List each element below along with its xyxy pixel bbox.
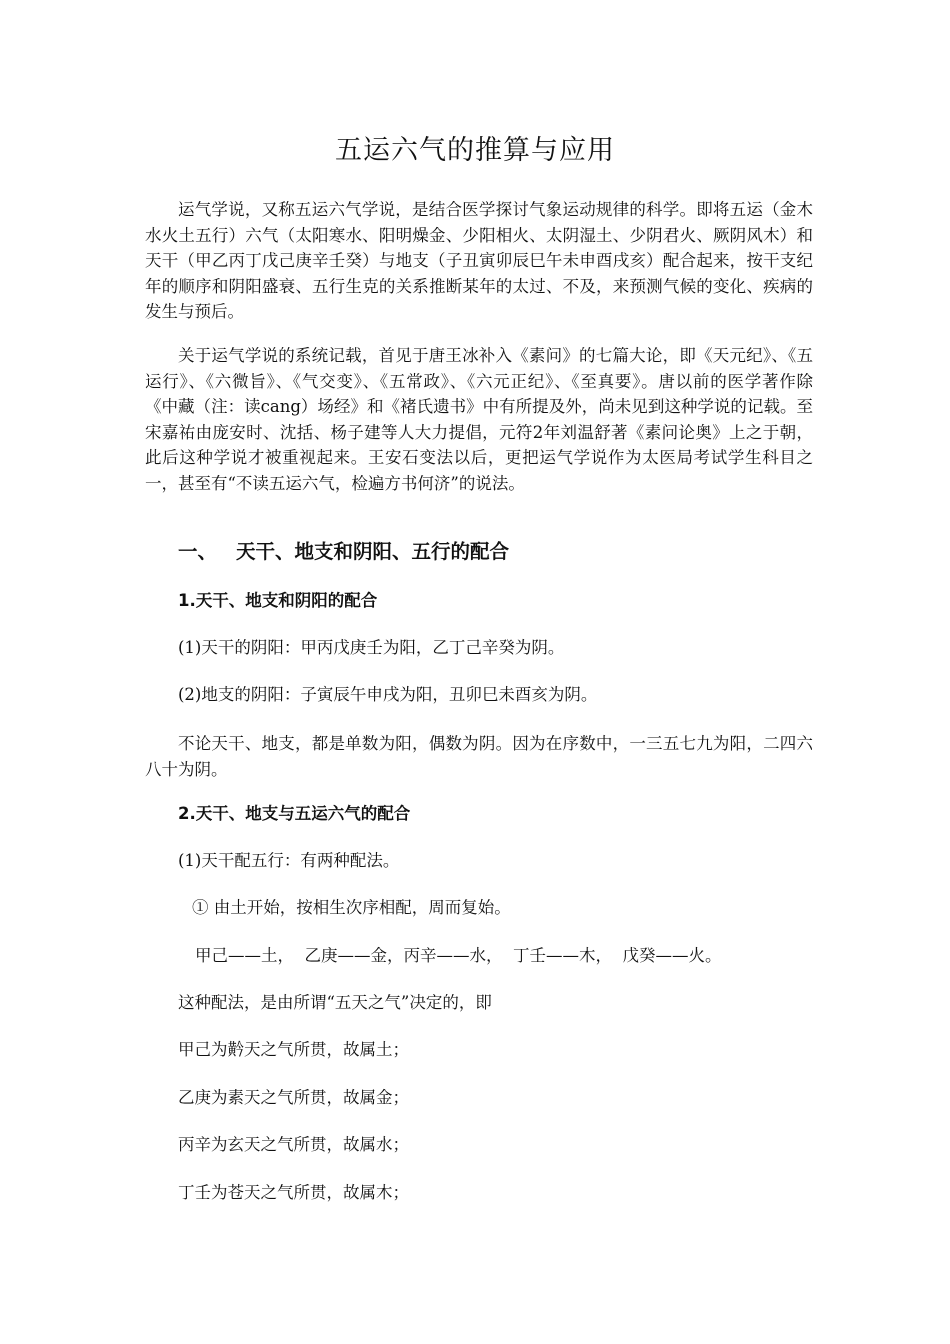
text-line: (2)地支的阴阳：子寅辰午申戌为阳，丑卯巳未酉亥为阴。: [178, 685, 598, 704]
text-line: 甲己——土， 乙庚——金，丙辛——水， 丁壬——木， 戊癸——火。: [195, 946, 722, 965]
text-line: 乙庚为素天之气所贯，故属金；: [178, 1088, 409, 1107]
text-line: (1)天干的阴阳：甲丙戊庚壬为阳，乙丁己辛癸为阴。: [178, 638, 565, 657]
section-heading-1: [178, 538, 509, 566]
subsection-heading-1: 1.天干、地支和阴阳的配合: [178, 591, 378, 610]
intro-paragraph-2: 关于运气学说的系统记载，首见于唐王冰补入《素问》的七篇大论，即《天元纪》、《五运行》、《六微旨》、《气交变》、《五常政》、《六元正纪》、《至真要》。唐以前的医学著作除《中藏（注：读cang）场经》和《褚氏遗书》中有所提及外，尚未见到这种学说的记载。至宋嘉祐由庞安时、沈括、杨子建等人大力提倡，元符2年刘温舒著《素问论奥》上之于朝，此后这种学说才被重视起来。王安石变法以后，更把运气学说作为太医局考试学生科目之一，甚至有“不读五运六气，检遍方书何济”的说法。: [145, 346, 813, 493]
paragraph: 不论天干、地支，都是单数为阳，偶数为阴。因为在序数中，一三五七九为阳，二四六八十为阴。: [145, 734, 813, 779]
text-line: 这种配法，是由所谓“五天之气”决定的，即: [178, 993, 492, 1012]
text-line: 丙辛为玄天之气所贯，故属水；: [178, 1135, 409, 1154]
document-title: 五运六气的推算与应用: [335, 135, 615, 166]
text-line: 甲己为黅天之气所贯，故属土；: [178, 1040, 409, 1059]
section-number: 一、: [178, 540, 218, 563]
section-title: 天干、地支和阴阳、五行的配合: [236, 540, 510, 563]
intro-paragraph-1: 运气学说，又称五运六气学说，是结合医学探讨气象运动规律的科学。即将五运（金木水火土五行）六气（太阳寒水、阳明燥金、少阳相火、太阴湿土、少阴君火、厥阴风木）和天干（甲乙丙丁戊己庚辛壬癸）与地支（子丑寅卯辰巳午未申酉戌亥）配合起来，按干支纪年的顺序和阴阳盛衰、五行生克的关系推断某年的太过、不及，来预测气候的变化、疾病的发生与预后。: [145, 200, 813, 322]
subsection-heading-2: 2.天干、地支与五运六气的配合: [178, 804, 411, 823]
text-line: 丁壬为苍天之气所贯，故属木；: [178, 1183, 409, 1202]
text-line: ① 由土开始，按相生次序相配，周而复始。: [192, 898, 511, 917]
text-line: (1)天干配五行：有两种配法。: [178, 851, 400, 870]
